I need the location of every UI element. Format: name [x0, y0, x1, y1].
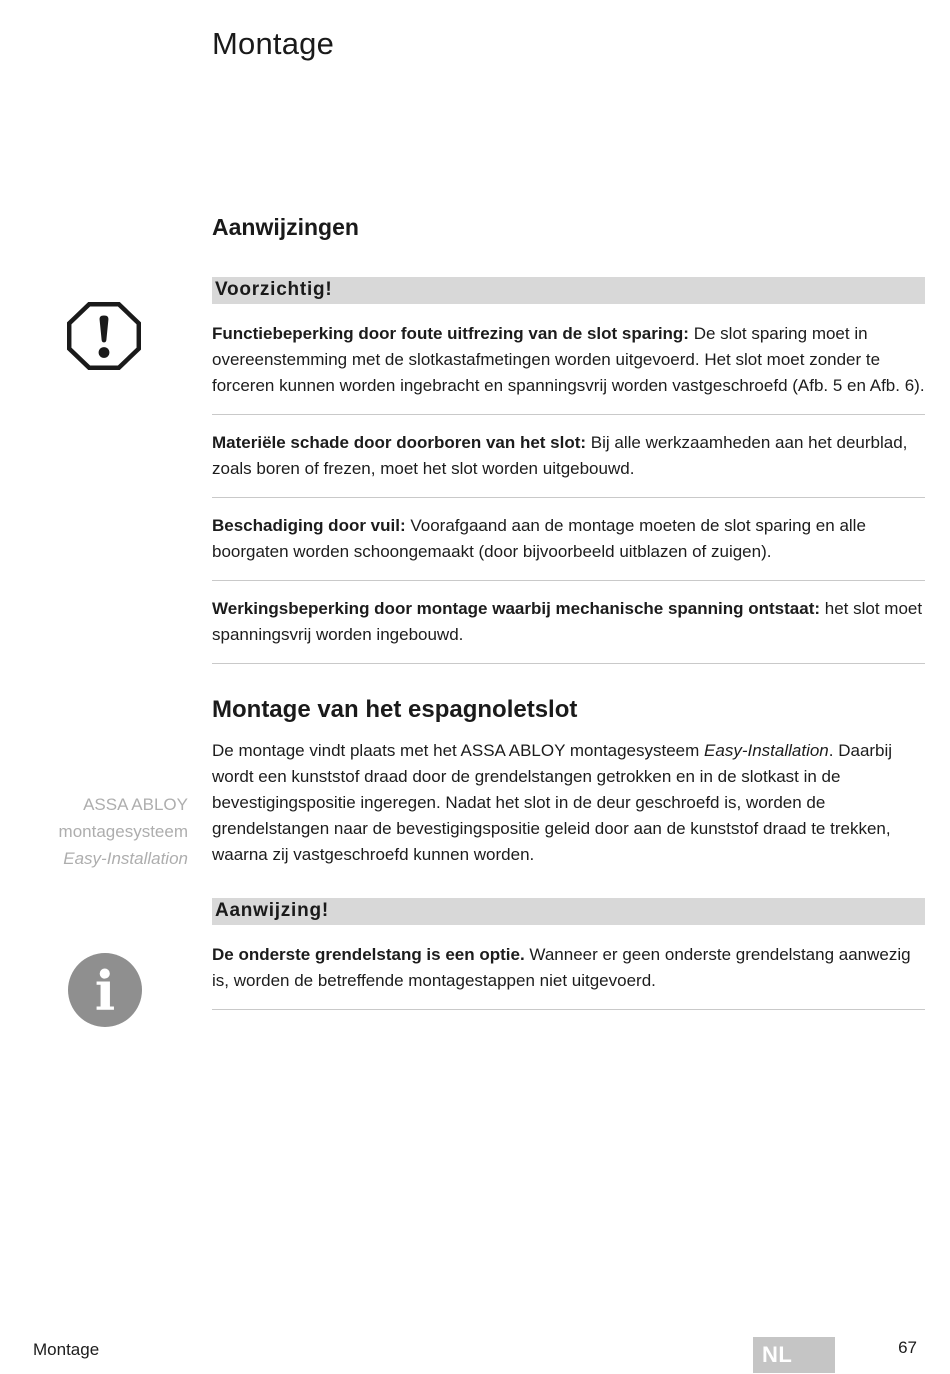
montage-paragraph	[212, 738, 925, 868]
warning-icon	[67, 302, 141, 370]
caution-paragraph	[212, 430, 925, 482]
caution-item	[212, 304, 925, 415]
caution-item	[212, 581, 925, 664]
caution-paragraph	[212, 321, 925, 399]
caution-lead: Materiële schade door doorboren van het slot:	[212, 433, 587, 452]
caution-text: Bij alle werkzaamheden aan het deurblad, zoals boren of frezen, moet het slot worden uitgebouwd.	[212, 433, 908, 478]
caution-item	[212, 498, 925, 581]
page-number: 67	[898, 1338, 917, 1357]
margin-note-line: Easy-Installation	[63, 849, 188, 868]
note-item	[212, 925, 925, 1010]
warning-octagon-glyph	[67, 302, 141, 370]
caution-lead: Beschadiging door vuil:	[212, 516, 406, 535]
svg-text:i: i	[94, 959, 116, 1023]
margin-note	[0, 791, 188, 872]
info-icon	[67, 952, 143, 1028]
footer-chapter-label: Montage	[33, 1340, 100, 1359]
section-heading-montage-espagnoletslot: Montage van het espagnoletslot	[212, 696, 578, 723]
note-text: Wanneer er geen onderste grendelstang aanwezig is, worden de betreffende montagestappen niet uitgevoerd.	[212, 945, 911, 990]
montage-text-2: . Daarbij wordt een kunststof draad door de grendelstangen getrokken en in de slotkast in de bevestigingspositie ingeregen. Nadat het slot in de deur geschroefd is, worden de grendelstangen naar de bevestigingspositie geleid door aan de kunststof draad te trekken, waarna zij vastgeschroefd kunnen worden.	[212, 741, 893, 864]
note-lead: De onderste grendelstang is een optie.	[212, 945, 525, 964]
montage-paragraph-block	[212, 724, 925, 868]
note-bar-heading	[212, 898, 925, 925]
caution-text: Voorafgaand aan de montage moeten de slot sparing en alle boorgaten worden schoongemaakt (door bijvoorbeeld uitblazen of zuigen).	[212, 516, 866, 561]
caution-paragraph	[212, 596, 925, 648]
content-column	[212, 0, 925, 1010]
caution-item	[212, 415, 925, 498]
section-heading-aanwijzingen: Aanwijzingen	[212, 214, 359, 240]
caution-bar-label: Voorzichtig!	[215, 279, 333, 300]
language-badge: NL	[753, 1337, 835, 1373]
info-circle-glyph	[67, 952, 143, 1028]
caution-lead: Werkingsbeperking door montage waarbij mechanische spanning ontstaat:	[212, 599, 821, 618]
note-paragraph	[212, 942, 925, 994]
caution-lead: Functiebeperking door foute uitfrezing van de slot sparing:	[212, 324, 689, 343]
caution-paragraph	[212, 513, 925, 565]
margin-note-line: ASSA ABLOY	[83, 795, 188, 814]
montage-text-italic: Easy-Installation	[704, 741, 829, 760]
margin-note-line: montagesysteem	[58, 822, 188, 841]
caution-text: het slot moet spanningsvrij worden ingebouwd.	[212, 599, 923, 644]
page-title: Montage	[212, 26, 335, 61]
montage-text-1: De montage vindt plaats met het ASSA ABLOY montagesysteem	[212, 741, 705, 760]
caution-bar-heading	[212, 277, 925, 304]
note-bar-label: Aanwijzing!	[215, 900, 329, 921]
caution-text: De slot sparing moet in overeenstemming met de slotkastafmetingen worden uitgevoerd. Het slot moet zonder te forceren kunnen worden ingebracht en spanningsvrij worden vastgeschroefd (Afb. 5 en Afb. 6).	[212, 324, 925, 395]
